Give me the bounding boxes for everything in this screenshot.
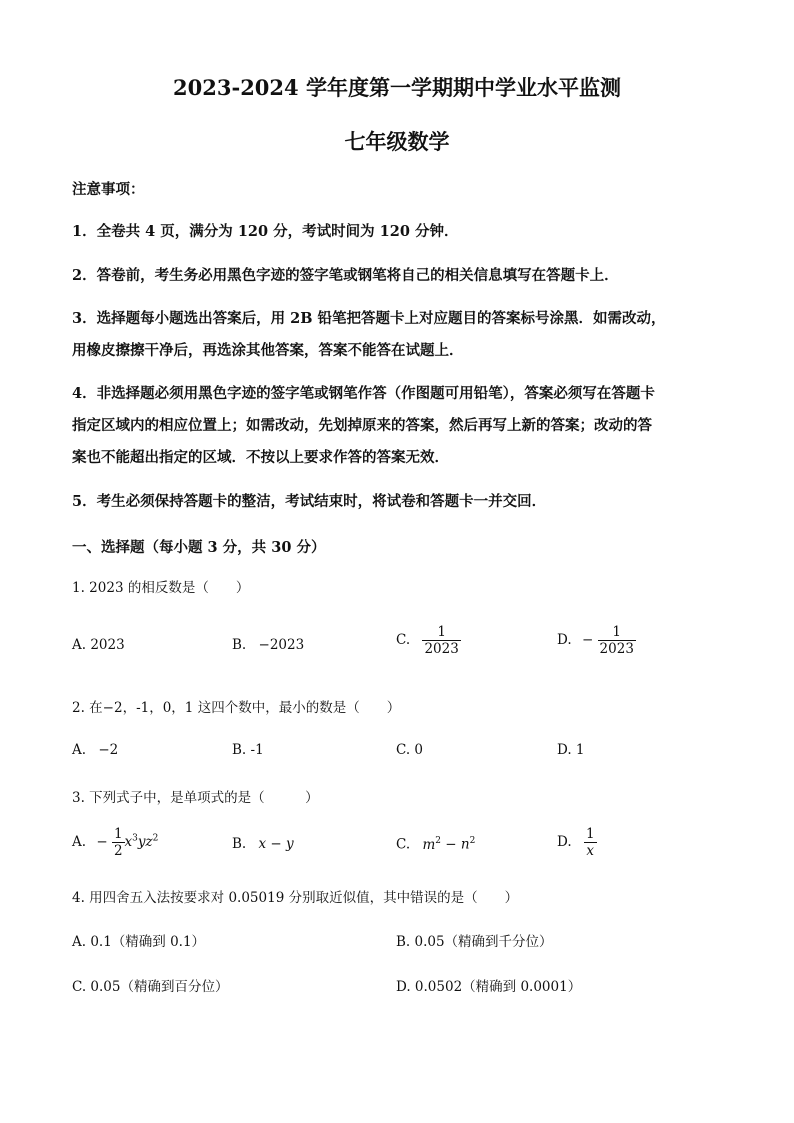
notice-item-4-line2: 指定区域内的相应位置上；如需改动，先划掉原来的答案，然后再写上新的答案；改动的答 <box>72 417 652 434</box>
question-4-option-c: C. 0.05（精确到百分位） <box>72 979 229 995</box>
question-2-option-d: D. 1 <box>557 742 585 758</box>
variable-m: m <box>422 836 436 853</box>
variable-yz: yz <box>137 834 153 850</box>
question-3-option-a <box>72 826 158 859</box>
notice-item-3-line1: 3．选择题每小题选出答案后，用 2B 铅笔把答题卡上对应题目的答案标号涂黑．如需改动， <box>72 310 666 327</box>
option-label: D. <box>557 834 572 850</box>
fraction-numerator: 1 <box>437 624 446 640</box>
notice-item-1: 1．全卷共 4 页，满分为 120 分，考试时间为 120 分钟． <box>72 223 459 240</box>
minus-sign: − <box>581 632 594 648</box>
fraction-denominator: x <box>584 842 597 859</box>
option-value: −2 <box>98 742 119 758</box>
option-value: −2023 <box>258 637 305 653</box>
variable-x: x <box>124 834 133 850</box>
fraction <box>422 624 460 657</box>
question-2-option-b: B. -1 <box>232 742 264 758</box>
fraction <box>598 624 636 657</box>
exponent: 2 <box>469 836 476 846</box>
fraction-numerator: 1 <box>612 624 622 640</box>
fraction-denominator: 2023 <box>599 641 634 657</box>
option-label: B. <box>232 836 247 852</box>
question-1-stem: 1. 2023 的相反数是（ ） <box>72 580 250 596</box>
question-4-option-a: A. 0.1（精确到 0.1） <box>72 934 206 950</box>
notice-item-5: 5．考生必须保持答题卡的整洁，考试结束时，将试卷和答题卡一并交回． <box>72 493 547 510</box>
question-1-option-a: A. 2023 <box>72 637 125 653</box>
exponent: 2 <box>152 833 159 844</box>
section-heading: 一、选择题（每小题 3 分，共 30 分） <box>72 539 326 556</box>
notice-item-2: 2．答卷前，考生务必用黑色字迹的签字笔或钢笔将自己的相关信息填写在答题卡上． <box>72 267 619 284</box>
fraction-numerator: 1 <box>113 826 123 842</box>
question-3-option-b <box>232 836 294 852</box>
fraction-denominator: 2023 <box>424 641 459 657</box>
question-1-option-d <box>557 624 636 657</box>
exam-subtitle: 七年级数学 <box>344 129 450 154</box>
question-3-option-c <box>396 836 475 853</box>
question-1-option-b <box>232 637 304 653</box>
option-label: A. <box>72 742 87 758</box>
option-label: C. <box>396 836 411 853</box>
option-label: D. <box>557 632 572 648</box>
notice-item-3-line2: 用橡皮擦擦干净后，再选涂其他答案，答案不能答在试题上． <box>72 342 464 359</box>
option-label: A. <box>72 834 87 850</box>
notice-item-4-line1: 4．非选择题必须用黑色字迹的签字笔或钢笔作答（作图题可用铅笔），答案必须写在答题卡 <box>72 385 655 402</box>
question-2-stem: 2. 在−2，-1，0，1 这四个数中，最小的数是（ ） <box>72 700 401 716</box>
option-label: B. <box>232 637 247 653</box>
question-2-option-c: C. 0 <box>396 742 424 758</box>
variable-n: − n <box>440 836 470 853</box>
option-value: x − y <box>258 836 294 852</box>
option-label: C. <box>396 632 411 648</box>
minus-sign: − <box>96 834 108 850</box>
notice-item-4-line3: 案也不能超出指定的区域．不按以上要求作答的答案无效． <box>72 449 449 466</box>
exponent: 2 <box>435 836 441 846</box>
fraction <box>584 826 597 859</box>
exponent: 3 <box>132 833 138 844</box>
notice-heading: 注意事项： <box>72 181 145 198</box>
question-3-stem: 3. 下列式子中，是单项式的是（ ） <box>72 790 319 806</box>
exam-title: 2023-2024 学年度第一学期期中学业水平监测 <box>173 75 621 100</box>
question-3-option-d <box>557 826 597 859</box>
question-4-stem: 4. 用四舍五入法按要求对 0.05019 分别取近似值，其中错误的是（ ） <box>72 890 519 906</box>
fraction-numerator: 1 <box>585 826 595 842</box>
question-4-option-b: B. 0.05（精确到千分位） <box>396 934 553 950</box>
question-1-option-c <box>396 624 461 657</box>
question-4-option-d: D. 0.0502（精确到 0.0001） <box>396 979 582 995</box>
question-2-option-a <box>72 742 118 758</box>
fraction <box>112 826 125 859</box>
fraction-denominator: 2 <box>113 843 123 859</box>
